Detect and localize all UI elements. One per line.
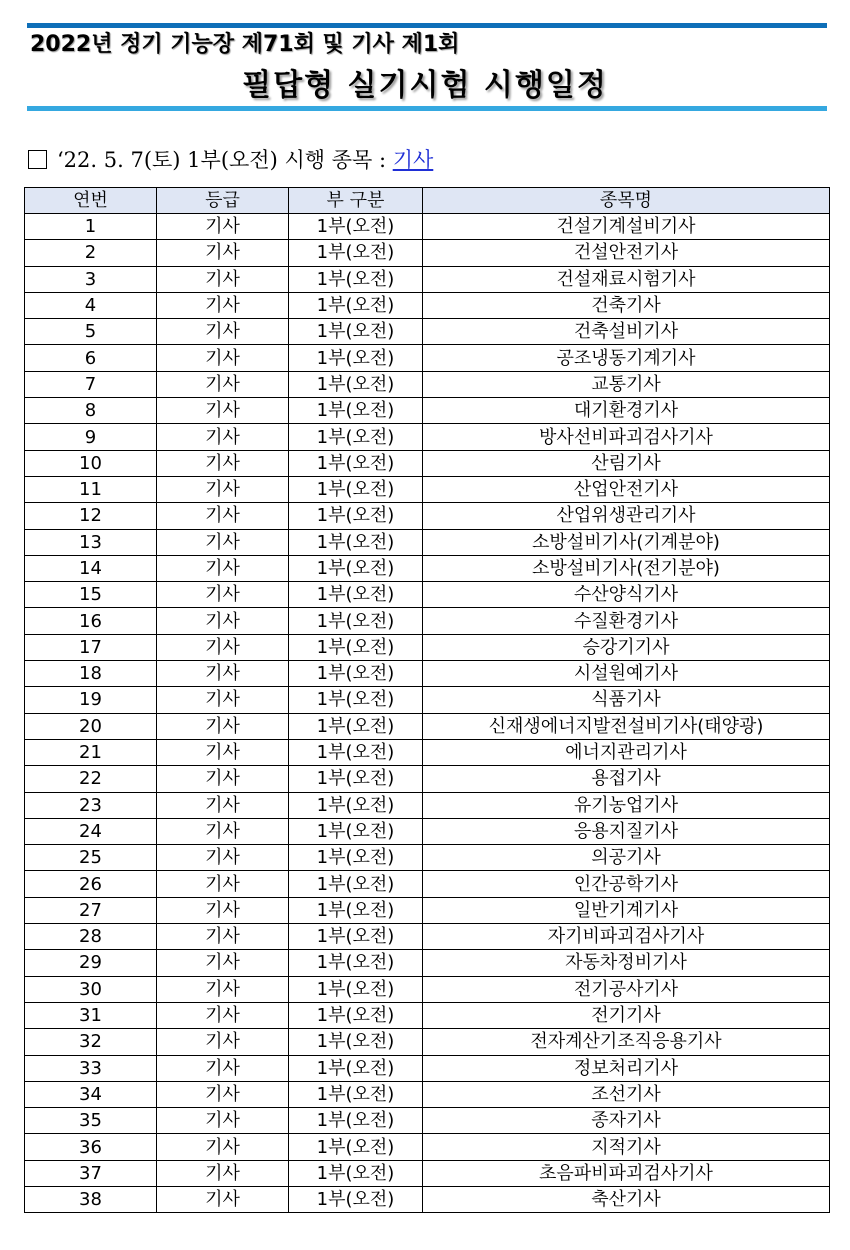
cell-session: 1부(오전): [289, 818, 423, 844]
cell-number: 38: [25, 1186, 157, 1212]
cell-session: 1부(오전): [289, 792, 423, 818]
section-heading-link[interactable]: 기사: [392, 148, 434, 172]
table-row: [25, 319, 830, 345]
cell-grade: 기사: [157, 661, 289, 687]
cell-grade: 기사: [157, 555, 289, 581]
cell-number: 19: [25, 687, 157, 713]
cell-grade: 기사: [157, 1029, 289, 1055]
table-row: [25, 240, 830, 266]
cell-subject: 수질환경기사: [423, 608, 830, 634]
cell-grade: 기사: [157, 1002, 289, 1028]
cell-subject: 신재생에너지발전설비기사(태양광): [423, 713, 830, 739]
table-row: [25, 555, 830, 581]
cell-session: 1부(오전): [289, 424, 423, 450]
cell-number: 21: [25, 739, 157, 765]
cell-subject: 용접기사: [423, 766, 830, 792]
table-row: [25, 792, 830, 818]
cell-grade: 기사: [157, 371, 289, 397]
cell-subject: 건설재료시험기사: [423, 266, 830, 292]
cell-subject: 전기기사: [423, 1002, 830, 1028]
cell-grade: 기사: [157, 1081, 289, 1107]
cell-session: 1부(오전): [289, 1002, 423, 1028]
table-row: [25, 450, 830, 476]
schedule-table: [24, 187, 830, 1213]
cell-number: 14: [25, 555, 157, 581]
table-row: [25, 950, 830, 976]
cell-grade: 기사: [157, 634, 289, 660]
header-subject: 종목명: [423, 188, 830, 214]
table-row: [25, 1055, 830, 1081]
cell-session: 1부(오전): [289, 739, 423, 765]
cell-number: 33: [25, 1055, 157, 1081]
table-header-row: [25, 188, 830, 214]
cell-subject: 건축기사: [423, 292, 830, 318]
cell-session: 1부(오전): [289, 214, 423, 240]
cell-grade: 기사: [157, 1186, 289, 1212]
cell-grade: 기사: [157, 713, 289, 739]
cell-session: 1부(오전): [289, 976, 423, 1002]
table-row: [25, 1160, 830, 1186]
cell-grade: 기사: [157, 1055, 289, 1081]
cell-session: 1부(오전): [289, 1081, 423, 1107]
cell-grade: 기사: [157, 608, 289, 634]
cell-number: 9: [25, 424, 157, 450]
cell-subject: 건설안전기사: [423, 240, 830, 266]
cell-session: 1부(오전): [289, 1160, 423, 1186]
header-session: 부 구분: [289, 188, 423, 214]
cell-session: 1부(오전): [289, 240, 423, 266]
cell-number: 30: [25, 976, 157, 1002]
cell-session: 1부(오전): [289, 687, 423, 713]
cell-grade: 기사: [157, 976, 289, 1002]
table-row: [25, 266, 830, 292]
cell-number: 15: [25, 582, 157, 608]
cell-session: 1부(오전): [289, 292, 423, 318]
cell-grade: 기사: [157, 1134, 289, 1160]
cell-subject: 대기환경기사: [423, 398, 830, 424]
table-row: [25, 608, 830, 634]
cell-subject: 전자계산기조직응용기사: [423, 1029, 830, 1055]
table-row: [25, 345, 830, 371]
cell-grade: 기사: [157, 792, 289, 818]
cell-grade: 기사: [157, 687, 289, 713]
cell-number: 18: [25, 661, 157, 687]
cell-grade: 기사: [157, 319, 289, 345]
cell-number: 8: [25, 398, 157, 424]
table-row: [25, 661, 830, 687]
table-row: [25, 634, 830, 660]
cell-number: 36: [25, 1134, 157, 1160]
cell-session: 1부(오전): [289, 608, 423, 634]
document-title-line1: 2022년 정기 기능장 제71회 및 기사 제1회: [30, 32, 460, 57]
cell-number: 4: [25, 292, 157, 318]
cell-grade: 기사: [157, 292, 289, 318]
cell-subject: 산업안전기사: [423, 476, 830, 502]
table-row: [25, 1002, 830, 1028]
table-row: [25, 924, 830, 950]
table-row: [25, 897, 830, 923]
cell-session: 1부(오전): [289, 1055, 423, 1081]
cell-grade: 기사: [157, 739, 289, 765]
cell-number: 11: [25, 476, 157, 502]
cell-subject: 전기공사기사: [423, 976, 830, 1002]
cell-subject: 응용지질기사: [423, 818, 830, 844]
cell-subject: 산림기사: [423, 450, 830, 476]
cell-number: 31: [25, 1002, 157, 1028]
header-number: 연번: [25, 188, 157, 214]
table-row: [25, 1134, 830, 1160]
cell-subject: 자동차정비기사: [423, 950, 830, 976]
cell-session: 1부(오전): [289, 371, 423, 397]
table-row: [25, 1029, 830, 1055]
cell-subject: 초음파비파괴검사기사: [423, 1160, 830, 1186]
cell-number: 37: [25, 1160, 157, 1186]
cell-session: 1부(오전): [289, 345, 423, 371]
cell-subject: 의공기사: [423, 845, 830, 871]
cell-subject: 정보처리기사: [423, 1055, 830, 1081]
cell-session: 1부(오전): [289, 266, 423, 292]
cell-grade: 기사: [157, 1108, 289, 1134]
cell-subject: 교통기사: [423, 371, 830, 397]
cell-subject: 조선기사: [423, 1081, 830, 1107]
cell-grade: 기사: [157, 345, 289, 371]
cell-session: 1부(오전): [289, 845, 423, 871]
cell-subject: 식품기사: [423, 687, 830, 713]
cell-subject: 지적기사: [423, 1134, 830, 1160]
cell-subject: 일반기계기사: [423, 897, 830, 923]
cell-session: 1부(오전): [289, 1134, 423, 1160]
cell-number: 17: [25, 634, 157, 660]
cell-session: 1부(오전): [289, 398, 423, 424]
table-row: [25, 1081, 830, 1107]
section-heading: [28, 145, 433, 175]
cell-session: 1부(오전): [289, 661, 423, 687]
cell-subject: 에너지관리기사: [423, 739, 830, 765]
cell-subject: 종자기사: [423, 1108, 830, 1134]
cell-grade: 기사: [157, 924, 289, 950]
table-row: [25, 739, 830, 765]
cell-number: 5: [25, 319, 157, 345]
table-row: [25, 1186, 830, 1212]
table-row: [25, 687, 830, 713]
table-row: [25, 766, 830, 792]
cell-subject: 공조냉동기계기사: [423, 345, 830, 371]
section-heading-text: ‘22. 5. 7(토) 1부(오전) 시행 종목 :: [57, 148, 393, 172]
cell-subject: 승강기기사: [423, 634, 830, 660]
table-row: [25, 398, 830, 424]
cell-session: 1부(오전): [289, 871, 423, 897]
table-row: [25, 476, 830, 502]
cell-session: 1부(오전): [289, 1108, 423, 1134]
table-row: [25, 818, 830, 844]
table-row: [25, 214, 830, 240]
cell-subject: 인간공학기사: [423, 871, 830, 897]
table-row: [25, 582, 830, 608]
document-title-line2: 필답형 실기시험 시행일정: [242, 68, 608, 103]
cell-session: 1부(오전): [289, 450, 423, 476]
table-row: [25, 713, 830, 739]
cell-number: 12: [25, 503, 157, 529]
cell-session: 1부(오전): [289, 1029, 423, 1055]
cell-subject: 방사선비파괴검사기사: [423, 424, 830, 450]
table-row: [25, 976, 830, 1002]
cell-subject: 축산기사: [423, 1186, 830, 1212]
cell-session: 1부(오전): [289, 766, 423, 792]
cell-subject: 소방설비기사(전기분야): [423, 555, 830, 581]
cell-grade: 기사: [157, 240, 289, 266]
cell-subject: 수산양식기사: [423, 582, 830, 608]
table-row: [25, 845, 830, 871]
cell-grade: 기사: [157, 450, 289, 476]
cell-grade: 기사: [157, 582, 289, 608]
cell-number: 6: [25, 345, 157, 371]
cell-session: 1부(오전): [289, 503, 423, 529]
table-row: [25, 292, 830, 318]
cell-session: 1부(오전): [289, 529, 423, 555]
cell-number: 1: [25, 214, 157, 240]
cell-grade: 기사: [157, 818, 289, 844]
cell-number: 23: [25, 792, 157, 818]
cell-number: 2: [25, 240, 157, 266]
cell-grade: 기사: [157, 214, 289, 240]
cell-grade: 기사: [157, 950, 289, 976]
cell-session: 1부(오전): [289, 582, 423, 608]
cell-grade: 기사: [157, 529, 289, 555]
cell-subject: 건설기계설비기사: [423, 214, 830, 240]
table-row: [25, 424, 830, 450]
header-grade: 등급: [157, 188, 289, 214]
title-top-rule: [27, 23, 827, 28]
cell-grade: 기사: [157, 266, 289, 292]
cell-number: 35: [25, 1108, 157, 1134]
cell-number: 32: [25, 1029, 157, 1055]
cell-session: 1부(오전): [289, 924, 423, 950]
cell-number: 34: [25, 1081, 157, 1107]
cell-number: 22: [25, 766, 157, 792]
cell-session: 1부(오전): [289, 1186, 423, 1212]
cell-grade: 기사: [157, 897, 289, 923]
cell-number: 28: [25, 924, 157, 950]
cell-subject: 자기비파괴검사기사: [423, 924, 830, 950]
cell-session: 1부(오전): [289, 319, 423, 345]
cell-number: 3: [25, 266, 157, 292]
cell-number: 26: [25, 871, 157, 897]
cell-number: 24: [25, 818, 157, 844]
cell-grade: 기사: [157, 1160, 289, 1186]
cell-grade: 기사: [157, 503, 289, 529]
cell-number: 7: [25, 371, 157, 397]
table-row: [25, 371, 830, 397]
cell-session: 1부(오전): [289, 713, 423, 739]
cell-number: 10: [25, 450, 157, 476]
cell-session: 1부(오전): [289, 950, 423, 976]
cell-subject: 시설원예기사: [423, 661, 830, 687]
cell-number: 27: [25, 897, 157, 923]
cell-subject: 건축설비기사: [423, 319, 830, 345]
cell-session: 1부(오전): [289, 555, 423, 581]
title-bottom-rule: [27, 106, 827, 111]
cell-subject: 소방설비기사(기계분야): [423, 529, 830, 555]
cell-number: 13: [25, 529, 157, 555]
cell-number: 16: [25, 608, 157, 634]
table-row: [25, 503, 830, 529]
checkbox-square-icon: [28, 150, 47, 169]
cell-number: 25: [25, 845, 157, 871]
cell-grade: 기사: [157, 845, 289, 871]
cell-subject: 유기농업기사: [423, 792, 830, 818]
cell-grade: 기사: [157, 766, 289, 792]
table-row: [25, 871, 830, 897]
cell-grade: 기사: [157, 871, 289, 897]
cell-session: 1부(오전): [289, 476, 423, 502]
cell-subject: 산업위생관리기사: [423, 503, 830, 529]
cell-session: 1부(오전): [289, 634, 423, 660]
cell-grade: 기사: [157, 398, 289, 424]
table-row: [25, 1108, 830, 1134]
cell-number: 20: [25, 713, 157, 739]
table-row: [25, 529, 830, 555]
cell-grade: 기사: [157, 476, 289, 502]
cell-number: 29: [25, 950, 157, 976]
cell-session: 1부(오전): [289, 897, 423, 923]
cell-grade: 기사: [157, 424, 289, 450]
